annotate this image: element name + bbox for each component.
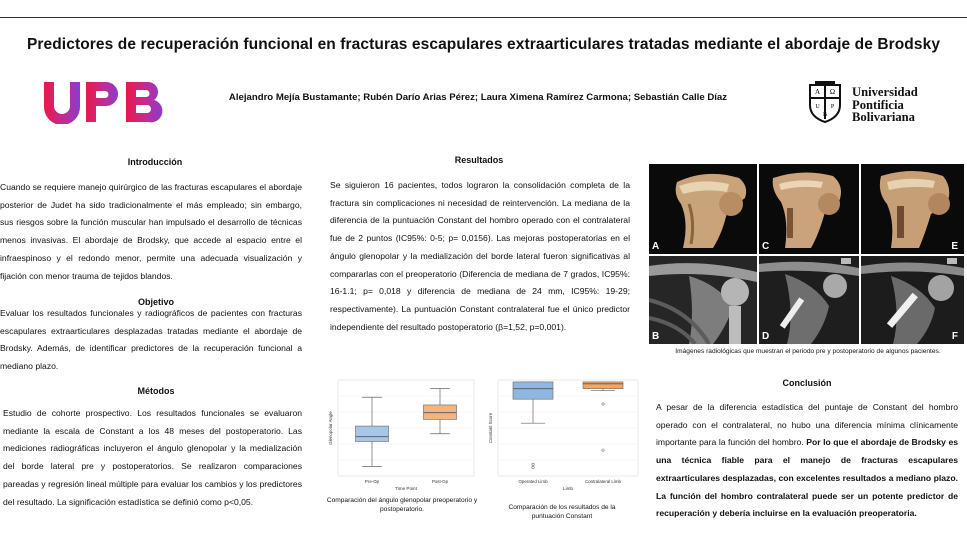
- box-0: [513, 382, 553, 399]
- panel-label-c: C: [762, 241, 770, 252]
- box-0: [356, 426, 389, 441]
- university-name-line-2: Pontificia: [852, 97, 904, 112]
- university-name: [852, 86, 918, 124]
- conclusion-heading: Conclusión: [782, 378, 832, 388]
- intro-heading: Introducción: [127, 157, 183, 167]
- conclusion-text: [656, 399, 958, 523]
- tick-label-1: Post-Op: [431, 479, 449, 484]
- box-1: [583, 382, 623, 389]
- xray-panel-b: [649, 256, 757, 344]
- crest-letter-omega: Ω: [829, 88, 836, 96]
- xray-panel-f: [861, 256, 964, 344]
- panel-label-e: E: [951, 241, 958, 252]
- crest-letter-u: U: [815, 104, 820, 110]
- constant-caption: Comparación de los resultados de la puntuación Constant: [508, 504, 616, 520]
- upb-logo: [40, 80, 166, 124]
- panel-label-a: A: [652, 241, 660, 252]
- results-text: Se siguieron 16 pacientes, todos lograron la consolidación completa de la fractura sin complicaciones ni necesidad de reintervención. La mediana de la diferencia de la puntuación Constant del hombro operado con el contralateral fue de 2 puntos (IC95%: 0-5; p= 0,0156). Las mejoras postoperatorias en el ángulo glenopolar y la medialización del borde lateral fueron significativas al compararlas con el preoperatorio (Diferencia de mediana de 7 grados, IC95%: 16-1.1; p= 0,018 y diferencia de mediana de 24 mm, IC95%: 19-29; respectivamente). La puntuación Constant contralateral fue el único predictor independiente del resultado postoperatorio (β=1,52, p=0,001).: [330, 180, 630, 332]
- authors-line: Alejandro Mejía Bustamante; Rubén Darío Arias Pérez; Laura Ximena Ramírez Carmona; Sebastián Calle Díaz: [228, 92, 728, 103]
- xray-panel-c: [759, 164, 859, 254]
- crest-letter-a: A: [814, 88, 821, 96]
- objective-text: Evaluar los resultados funcionales y radiográficos de pacientes con fracturas escapulares extraarticulares desplazadas tratadas mediante el abordaje de Brodsky. Además, de identificar predictores de la recuperación funcional a mediano plazo.: [0, 308, 302, 372]
- conclusion-plain: A pesar de la diferencia estadística del puntaje de Constant del hombro operado con el contralateral, no hubo una diferencia mínima clínicamente importante para la función del hombro.: [656, 402, 958, 448]
- xray-panel-d: [759, 256, 859, 344]
- crest-letter-p: P: [830, 104, 835, 110]
- methods-heading: Métodos: [137, 386, 175, 396]
- objective-heading: Objetivo: [137, 297, 174, 307]
- panel-label-b: B: [652, 331, 660, 342]
- tick-label-0: Operated Limb: [518, 479, 548, 484]
- intro-text: Cuando se requiere manejo quirúrgico de las fracturas escapulares el abordaje posterior de Judet ha sido tradicionalmente el más empleado; sin embargo, sus riesgos sobre la función muscular han impulsado el desarrollo de técnicas menos invasivas. El abordaje de Brodsky, que accede al espacio entre el infraespinoso y el redondo menor, permite una adecuada visualización y fijación con menor trauma de tejidos blandos.: [0, 182, 302, 281]
- x-axis-label: Limb: [563, 486, 573, 491]
- figure-caption: Imágenes radiológicas que muestran el periodo pre y postoperatorio de algunos pacientes.: [675, 348, 941, 355]
- methods-text: Estudio de cohorte prospectivo. Los resultados funcionales se evaluaron mediante la escala de Constant a los 48 meses del postoperatorio. Las mediciones radiográficas incluyeron el ángulo glenopolar y la medialización del borde lateral pre y postoperatorios. Se realizaron comparaciones pareadas y regresión lineal múltiple para evaluar los cambios y los predictores del resultado. La significación estadística se definió como p<0,05.: [3, 408, 302, 507]
- xray-panel-e: [861, 164, 964, 254]
- crest-icon: [808, 81, 842, 123]
- conclusion-bold: Por lo que el abordaje de Brodsky es una técnica fiable para el manejo de fracturas escapulares extraarticulares desplazadas, con excelentes resultados a mediano plazo. La función del hombro contralateral puede ser un potente predictor de recuperación y debería incluirse en la evaluación preoperatoria.: [656, 437, 958, 519]
- tick-label-1: Contralateral Limb: [585, 479, 621, 484]
- radiograph-grid: [649, 164, 964, 344]
- panel-label-d: D: [762, 331, 770, 342]
- glenopolar-boxplot: [326, 376, 478, 492]
- xray-panel-a: [649, 164, 757, 254]
- poster-title: Predictores de recuperación funcional en fracturas escapulares extraarticulares tratadas mediante el abordaje de Brodsky: [26, 36, 941, 53]
- box-1: [424, 405, 457, 419]
- top-rule: [0, 17, 967, 18]
- constant-boxplot: [484, 378, 644, 494]
- university-name-line-3: Bolivariana: [852, 110, 915, 124]
- university-logo: [808, 80, 940, 128]
- panel-label-f: F: [951, 331, 958, 342]
- tick-label-0: Pre-Op: [364, 479, 380, 484]
- y-axis-label: Glenopolar Angle: [328, 411, 333, 445]
- university-name-line-1: Universidad: [852, 85, 918, 99]
- results-heading: Resultados: [454, 155, 504, 165]
- x-axis-label: Time Point: [395, 486, 417, 491]
- y-axis-label: Constant Score: [488, 412, 493, 444]
- glenopolar-caption: Comparación del ángulo glenopolar preoperatorio y postoperatorio.: [326, 497, 478, 513]
- crest-letter-b: B: [822, 112, 828, 118]
